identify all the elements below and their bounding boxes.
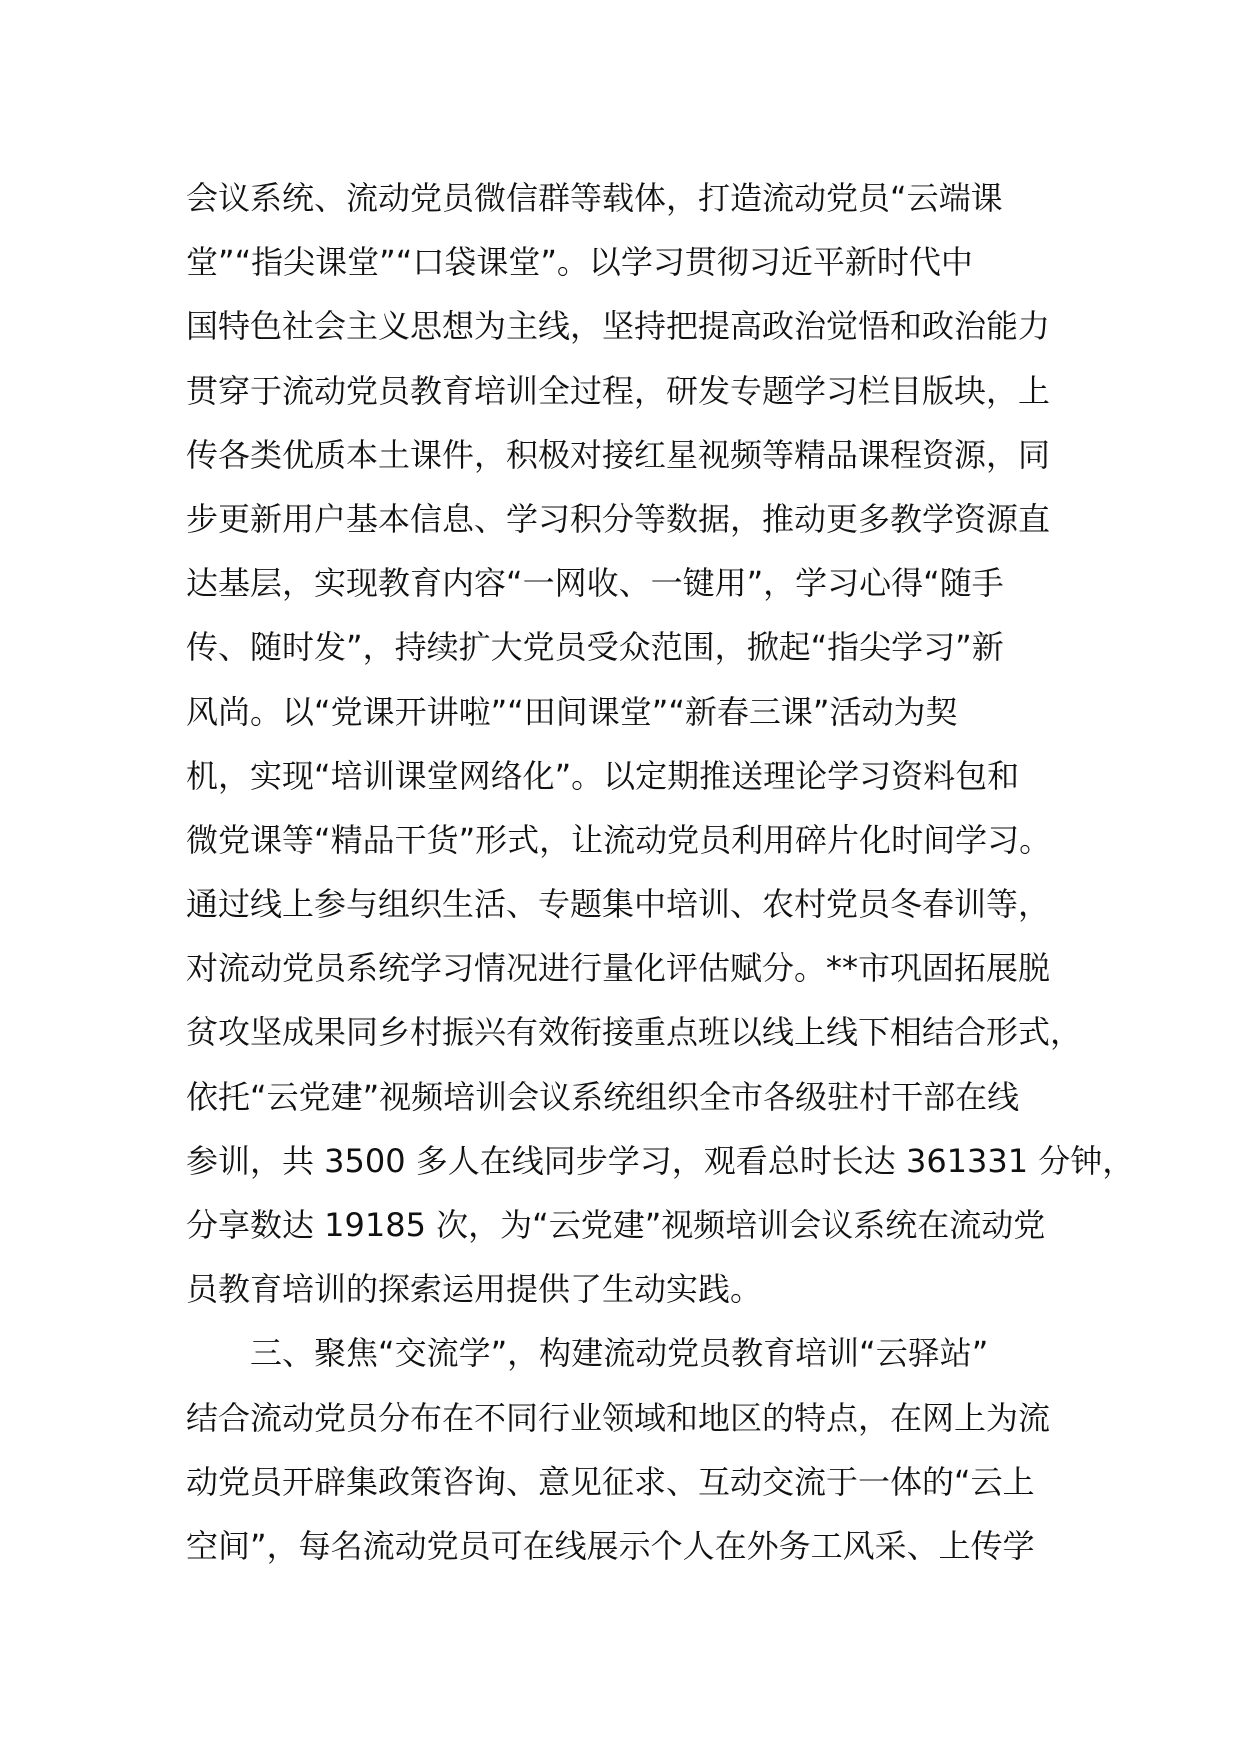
body-line-7: 达基层，实现教育内容“一网收、一键用”，学习心得“随手: [186, 564, 1004, 603]
body-line-22: 空间”，每名流动党员可在线展示个人在外务工风采、上传学: [186, 1526, 1035, 1565]
body-line-21: 动党员开辟集政策咨询、意见征求、互动交流于一体的“云上: [186, 1462, 1035, 1501]
body-line-4: 贯穿于流动党员教育培训全过程，研发专题学习栏目版块，上: [186, 371, 1051, 410]
body-line-3: 国特色社会主义思想为主线，坚持把提高政治觉悟和政治能力: [186, 307, 1051, 346]
body-line-17: 分享数达 19185 次，为“云党建”视频培训会议系统在流动党: [186, 1206, 1046, 1244]
body-line-16: 参训，共 3500 多人在线同步学习，观看总时长达 361331 分钟，: [186, 1141, 1135, 1180]
body-line-11: 微党课等“精品干货”形式，让流动党员利用碎片化时间学习。: [186, 820, 1052, 859]
body-line-18: 员教育培训的探索运用提供了生动实践。: [186, 1270, 763, 1309]
body-line-2: 堂”“指尖课堂”“口袋课堂”。以学习贯彻习近平新时代中: [186, 243, 973, 282]
section-heading-3: 三、聚焦“交流学”，构建流动党员教育培训“云驿站”: [250, 1334, 989, 1373]
body-line-8: 传、随时发”，持续扩大党员受众范围，掀起“指尖学习”新: [186, 628, 1004, 667]
body-line-5: 传各类优质本土课件，积极对接红星视频等精品课程资源，同: [186, 435, 1051, 474]
document-body: [186, 166, 1135, 1578]
body-line-12: 通过线上参与组织生活、专题集中培训、农村党员冬春训等，: [186, 885, 1051, 924]
body-line-9: 风尚。以“党课开讲啦”“田间课堂”“新春三课”活动为契: [186, 692, 958, 731]
body-line-6: 步更新用户基本信息、学习积分等数据，推动更多教学资源直: [186, 499, 1051, 538]
body-line-15: 依托“云党建”视频培训会议系统组织全市各级驻村干部在线: [186, 1077, 1020, 1116]
body-line-10: 机，实现“培训课堂网络化”。以定期推送理论学习资料包和: [186, 756, 1020, 795]
body-line-20: 结合流动党员分布在不同行业领域和地区的特点，在网上为流: [186, 1398, 1051, 1437]
body-line-13: 对流动党员系统学习情况进行量化评估赋分。**市巩固拓展脱: [186, 949, 1051, 988]
body-line-1: 会议系统、流动党员微信群等载体，打造流动党员“云端课: [186, 179, 1003, 217]
body-line-14: 贫攻坚成果同乡村振兴有效衔接重点班以线上线下相结合形式，: [186, 1013, 1083, 1052]
